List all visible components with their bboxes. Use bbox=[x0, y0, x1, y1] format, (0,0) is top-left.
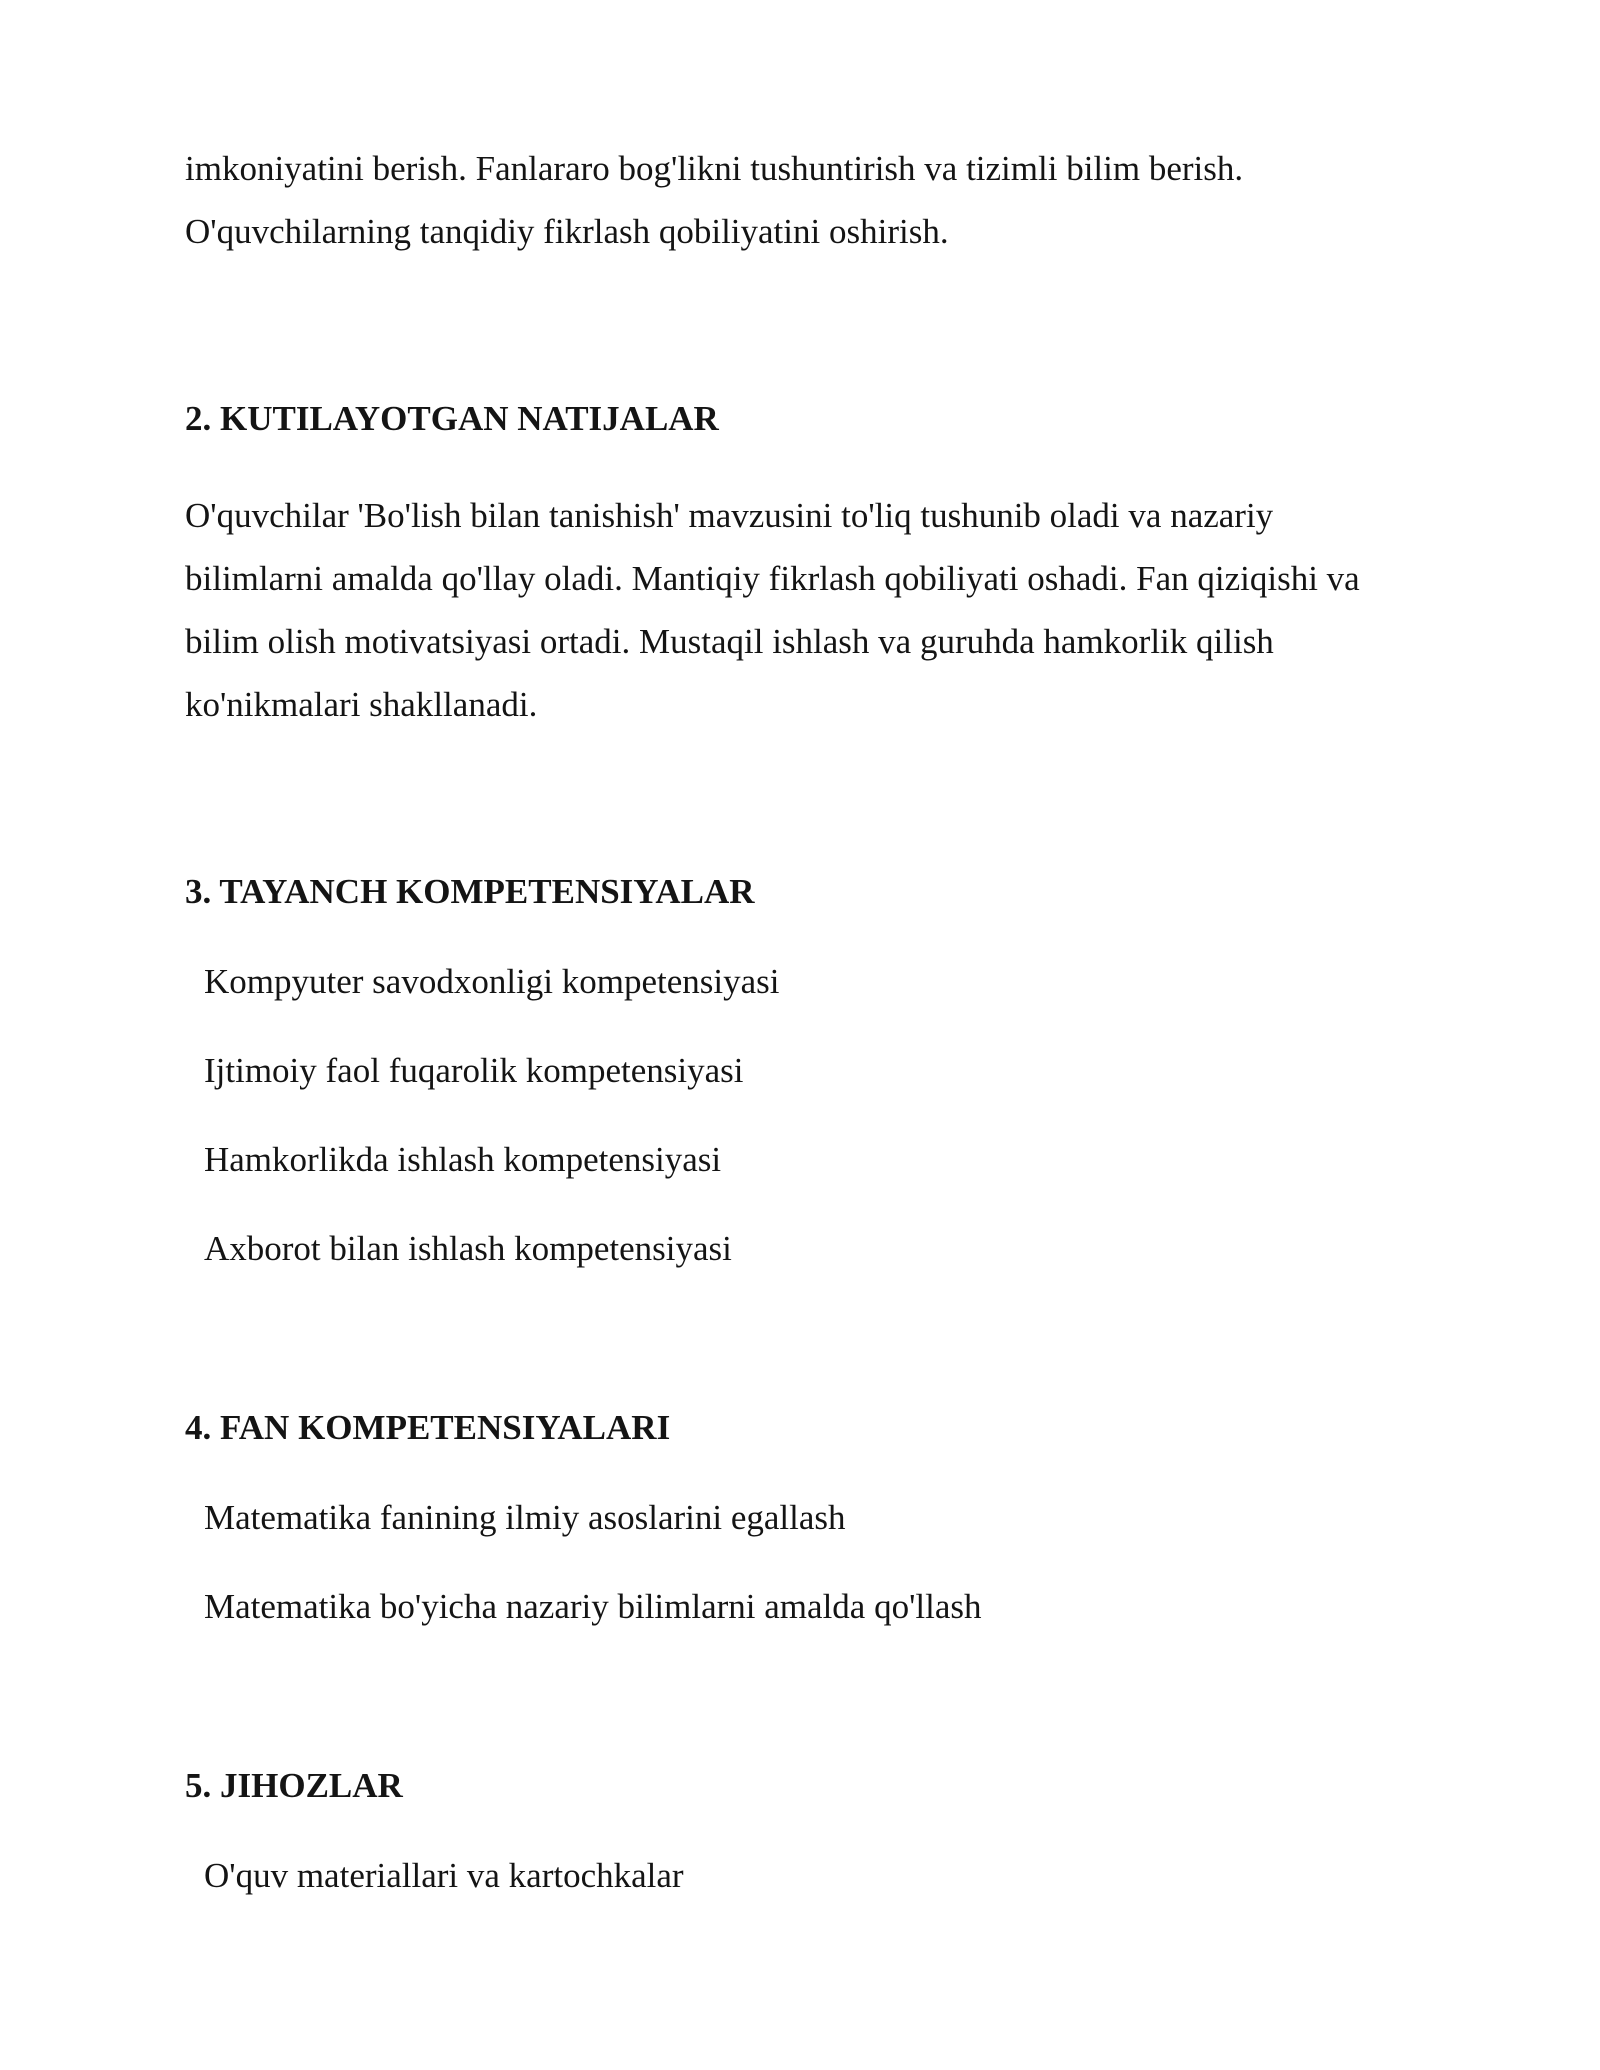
paragraph-line: bilim olish motivatsiyasi ortadi. Mustaqil ishlash va guruhda hamkorlik qilish bbox=[185, 622, 1274, 661]
paragraph-line: bilimlarni amalda qo'llay oladi. Mantiqiy fikrlash qobiliyati oshadi. Fan qiziqishi va bbox=[185, 559, 1360, 598]
list-item: Matematika fanining ilmiy asoslarini egallash bbox=[204, 1498, 846, 1537]
section-heading-fan-kompetensiyalari: 4. FAN KOMPETENSIYALARI bbox=[185, 1408, 671, 1447]
section-heading-jihozlar: 5. JIHOZLAR bbox=[185, 1766, 403, 1805]
paragraph-line: ko'nikmalari shakllanadi. bbox=[185, 685, 538, 724]
list-item: Kompyuter savodxonligi kompetensiyasi bbox=[204, 962, 780, 1001]
list-item: Ijtimoiy faol fuqarolik kompetensiyasi bbox=[204, 1051, 744, 1090]
list-tayanch-kompetensiyalar bbox=[185, 960, 1425, 1271]
section-heading-tayanch-kompetensiyalar: 3. TAYANCH KOMPETENSIYALAR bbox=[185, 872, 755, 911]
intro-line: imkoniyatini berish. Fanlararo bog'likni tushuntirish va tizimli bilim berish. bbox=[185, 149, 1244, 188]
paragraph-line: O'quvchilar 'Bo'lish bilan tanishish' mavzusini to'liq tushunib oladi va nazariy bbox=[185, 496, 1274, 535]
section-heading-kutilayotgan-natijalar: 2. KUTILAYOTGAN NATIJALAR bbox=[185, 399, 719, 438]
list-item: Matematika bo'yicha nazariy bilimlarni amalda qo'llash bbox=[204, 1587, 982, 1626]
intro-line: O'quvchilarning tanqidiy fikrlash qobiliyatini oshirish. bbox=[185, 212, 949, 251]
list-fan-kompetensiyalari bbox=[185, 1496, 1425, 1629]
list-item: Axborot bilan ishlash kompetensiyasi bbox=[204, 1229, 732, 1268]
list-item: O'quv materiallari va kartochkalar bbox=[204, 1856, 684, 1895]
section-paragraph-natijalar bbox=[185, 484, 1425, 736]
list-jihozlar bbox=[185, 1854, 1425, 1898]
list-item: Hamkorlikda ishlash kompetensiyasi bbox=[204, 1140, 722, 1179]
intro-paragraph bbox=[185, 137, 1425, 263]
document-page bbox=[185, 0, 1425, 1898]
